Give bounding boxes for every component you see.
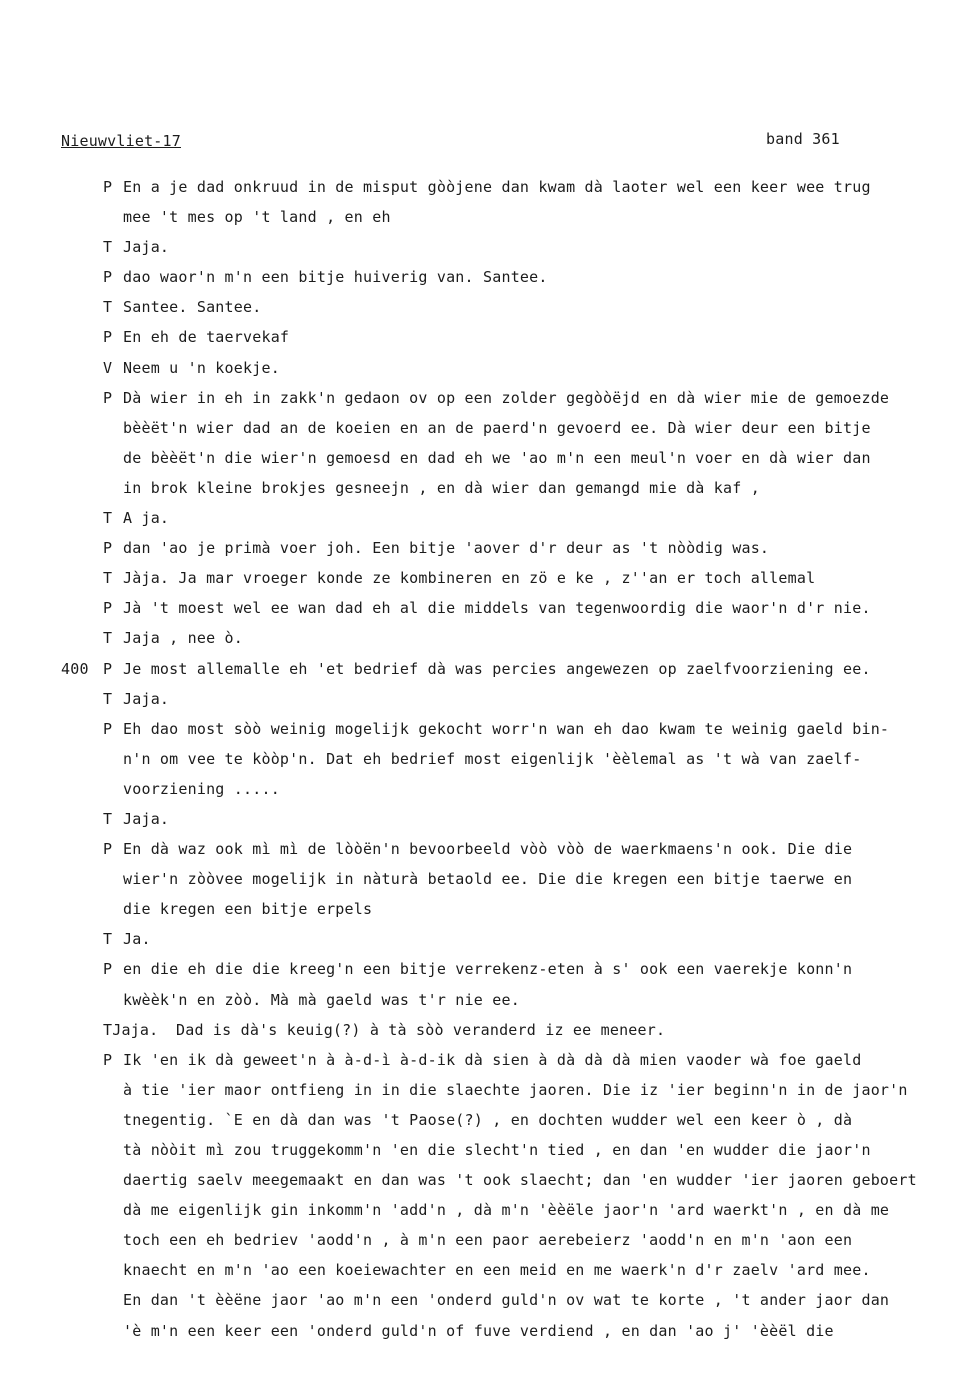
transcript-line	[0, 864, 973, 894]
utterance-continuation: tà nòòit mì zou truggekomm'n 'en die slecht'n tied , en dan 'en wudder die jaor'n	[123, 1141, 871, 1159]
speaker-label: T	[103, 930, 113, 949]
utterance-continuation: in brok kleine brokjes gesneejn , en dà wier dan gemangd mie dà kaf ,	[123, 478, 760, 497]
transcript-line	[0, 924, 973, 954]
speaker-label: P	[103, 539, 113, 558]
transcript-line	[0, 1045, 973, 1075]
transcript-line	[0, 1015, 973, 1045]
speaker-label: T	[103, 298, 113, 317]
transcript-line	[0, 1195, 973, 1225]
speaker-label: P	[103, 719, 113, 738]
transcript-line	[0, 894, 973, 924]
utterance-continuation: En dan 't èèëne jaor 'ao m'n een 'onderd guld'n ov wat te korte , 't ander jaor dan	[123, 1291, 890, 1310]
speaker-label: T	[103, 569, 113, 588]
utterance-continuation: mee 't mes op 't land , en eh	[123, 208, 391, 227]
transcript-line	[0, 1135, 973, 1165]
utterance-text: En a je dad onkruud in de misput gòòjene dan kwam dà laoter wel een keer wee trug	[123, 178, 871, 196]
speaker-label: P	[103, 659, 113, 678]
utterance-text: Santee. Santee.	[123, 298, 262, 317]
transcript-line	[0, 353, 973, 383]
utterance-continuation: bèèët'n wier dad an de koeien en an de paerd'n gevoerd ee. Dà wier deur een bitje	[123, 418, 871, 437]
utterance-continuation: knaecht en m'n 'ao een koeiewachter en een meid en me waerk'n d'r zaelv 'ard mee.	[123, 1261, 871, 1280]
utterance-continuation: voorziening .....	[123, 779, 280, 798]
transcript-line	[0, 443, 973, 473]
utterance-continuation: daertig saelv meegemaakt en dan was 't ook slaecht; dan 'en wudder 'ier jaoren geboert	[123, 1171, 917, 1190]
utterance-text: en die eh die die kreeg'n een bitje verrekenz-eten à s' ook een vaerekje konn'n	[123, 960, 853, 979]
speaker-label: T	[103, 509, 113, 528]
transcript-line	[0, 232, 973, 262]
transcript-line	[0, 684, 973, 714]
speaker-label: P	[103, 268, 113, 287]
utterance-text: Jàja. Ja mar vroeger konde ze kombineren en zö e ke , z''an er toch allemal	[123, 569, 816, 588]
utterance-continuation: 'è m'n een keer een 'onderd guld'n of fuve verdiend , en dan 'ao j' 'èèël die	[123, 1321, 834, 1340]
utterance-text: Ja.	[123, 930, 151, 949]
transcript-line	[0, 623, 973, 653]
speaker-label: T	[103, 238, 113, 257]
transcript-line	[0, 593, 973, 623]
utterance-text: Jaja.	[123, 238, 170, 257]
utterance-text: dao waor'n m'n een bitje huiverig van. Santee.	[123, 268, 548, 287]
transcript-line	[0, 1225, 973, 1255]
speaker-label: V	[103, 358, 113, 377]
transcript-line	[0, 744, 973, 774]
transcript-line	[0, 473, 973, 503]
utterance-text: Jaja , nee ò.	[123, 629, 243, 648]
utterance-text: Dad is dà's keuig(?) à tà sòò veranderd iz ee meneer.	[176, 1020, 666, 1039]
speaker-label: P	[103, 840, 113, 859]
speaker-label: T	[103, 809, 113, 828]
utterance-continuation: tnegentig. `E en dà dan was 't Paose(?) , en dochten wudder wel een keer ò , dà	[123, 1110, 853, 1129]
transcript-line	[0, 834, 973, 864]
utterance-continuation: wier'n zòòvee mogelijk in nàturà betaold ee. Die die kregen een bitje taerwe en	[123, 870, 853, 889]
utterance-text: Jaja.	[123, 809, 170, 828]
transcript-line	[0, 503, 973, 533]
document-title: Nieuwvliet-17	[61, 132, 181, 150]
transcript-line	[0, 533, 973, 563]
utterance-continuation: die kregen een bitje erpels	[123, 900, 373, 919]
utterance-text: Je most allemalle eh 'et bedrief dà was percies angewezen op zaelfvoorziening ee.	[123, 659, 871, 678]
transcript-line	[0, 714, 973, 744]
transcript-line	[0, 1285, 973, 1315]
transcript-line	[0, 774, 973, 804]
transcript-line	[0, 954, 973, 984]
tape-number: band 361	[766, 130, 840, 148]
utterance-text: En eh de taervekaf	[123, 328, 290, 347]
transcript-line	[0, 804, 973, 834]
utterance-text: Eh dao most sòò weinig mogelijk gekocht worr'n wan eh dao kwam te weinig gaeld bin-	[123, 719, 890, 738]
line-number: 400	[61, 659, 89, 678]
utterance-text: A ja.	[123, 509, 170, 528]
utterance-continuation: n'n om vee te kòòp'n. Dat eh bedrief most eigenlijk 'èèlemal as 't wà van zaelf-	[123, 749, 862, 768]
utterance-continuation: à tie 'ier maor ontfieng in in die slaechte jaoren. Die iz 'ier beginn'n in de jaor'n	[123, 1080, 908, 1099]
transcript-line	[0, 262, 973, 292]
transcript-line	[0, 202, 973, 232]
utterance-text: Dà wier in eh in zakk'n gedaon ov op een zolder gegòòëjd en dà wier mie de gemoezde	[123, 388, 890, 407]
speaker-label: P	[103, 178, 113, 196]
speaker-label: T	[103, 629, 113, 648]
transcript-line	[0, 322, 973, 352]
utterance-text: Neem u 'n koekje.	[123, 358, 280, 377]
utterance-text: Jà 't moest wel ee wan dad eh al die middels van tegenwoordig die waor'n d'r nie.	[123, 599, 871, 618]
transcript-line	[0, 1075, 973, 1105]
utterance-continuation: kwèèk'n en zòò. Mà mà gaeld was t'r nie ee.	[123, 990, 520, 1009]
speaker-label: P	[103, 328, 113, 347]
utterance-text: Ik 'en ik dà geweet'n à à-d-ì à-d-ik dà sien à dà dà dà mien vaoder wà foe gaeld	[123, 1050, 862, 1069]
speaker-label: P	[103, 1050, 113, 1069]
transcript-line	[0, 413, 973, 443]
transcript-body	[0, 172, 973, 1346]
utterance-continuation: toch een eh bedriev 'aodd'n , à m'n een paor aerebeierz 'aodd'n en m'n 'aon een	[123, 1231, 853, 1250]
utterance-continuation: dà me eigenlijk gin inkomm'n 'add'n , dà m'n 'èèële jaor'n 'ard waerkt'n , en dà me	[123, 1201, 890, 1220]
utterance-text: dan 'ao je primà voer joh. Een bitje 'aover d'r deur as 't nòòdig was.	[123, 539, 770, 558]
speaker-label: TJaja.	[103, 1020, 159, 1039]
speaker-label: P	[103, 388, 113, 407]
transcript-line	[0, 172, 973, 202]
transcript-line	[0, 1105, 973, 1135]
speaker-label: P	[103, 599, 113, 618]
speaker-label: P	[103, 960, 113, 979]
utterance-text: Jaja.	[123, 689, 170, 708]
transcript-line	[0, 563, 973, 593]
utterance-continuation: de bèèët'n die wier'n gemoesd en dad eh we 'ao m'n een meul'n voer en dà wier dan	[123, 448, 871, 467]
transcript-line	[0, 1165, 973, 1195]
utterance-text: En dà waz ook mì mì de lòòën'n bevoorbeeld vòò vòò de waerkmaens'n ook. Die die	[123, 840, 853, 859]
transcript-line	[0, 292, 973, 322]
transcript-line	[0, 383, 973, 413]
transcript-line	[0, 985, 973, 1015]
transcript-line	[0, 654, 973, 684]
speaker-label: T	[103, 689, 113, 708]
transcript-line	[0, 1255, 973, 1285]
transcript-line	[0, 1316, 973, 1346]
